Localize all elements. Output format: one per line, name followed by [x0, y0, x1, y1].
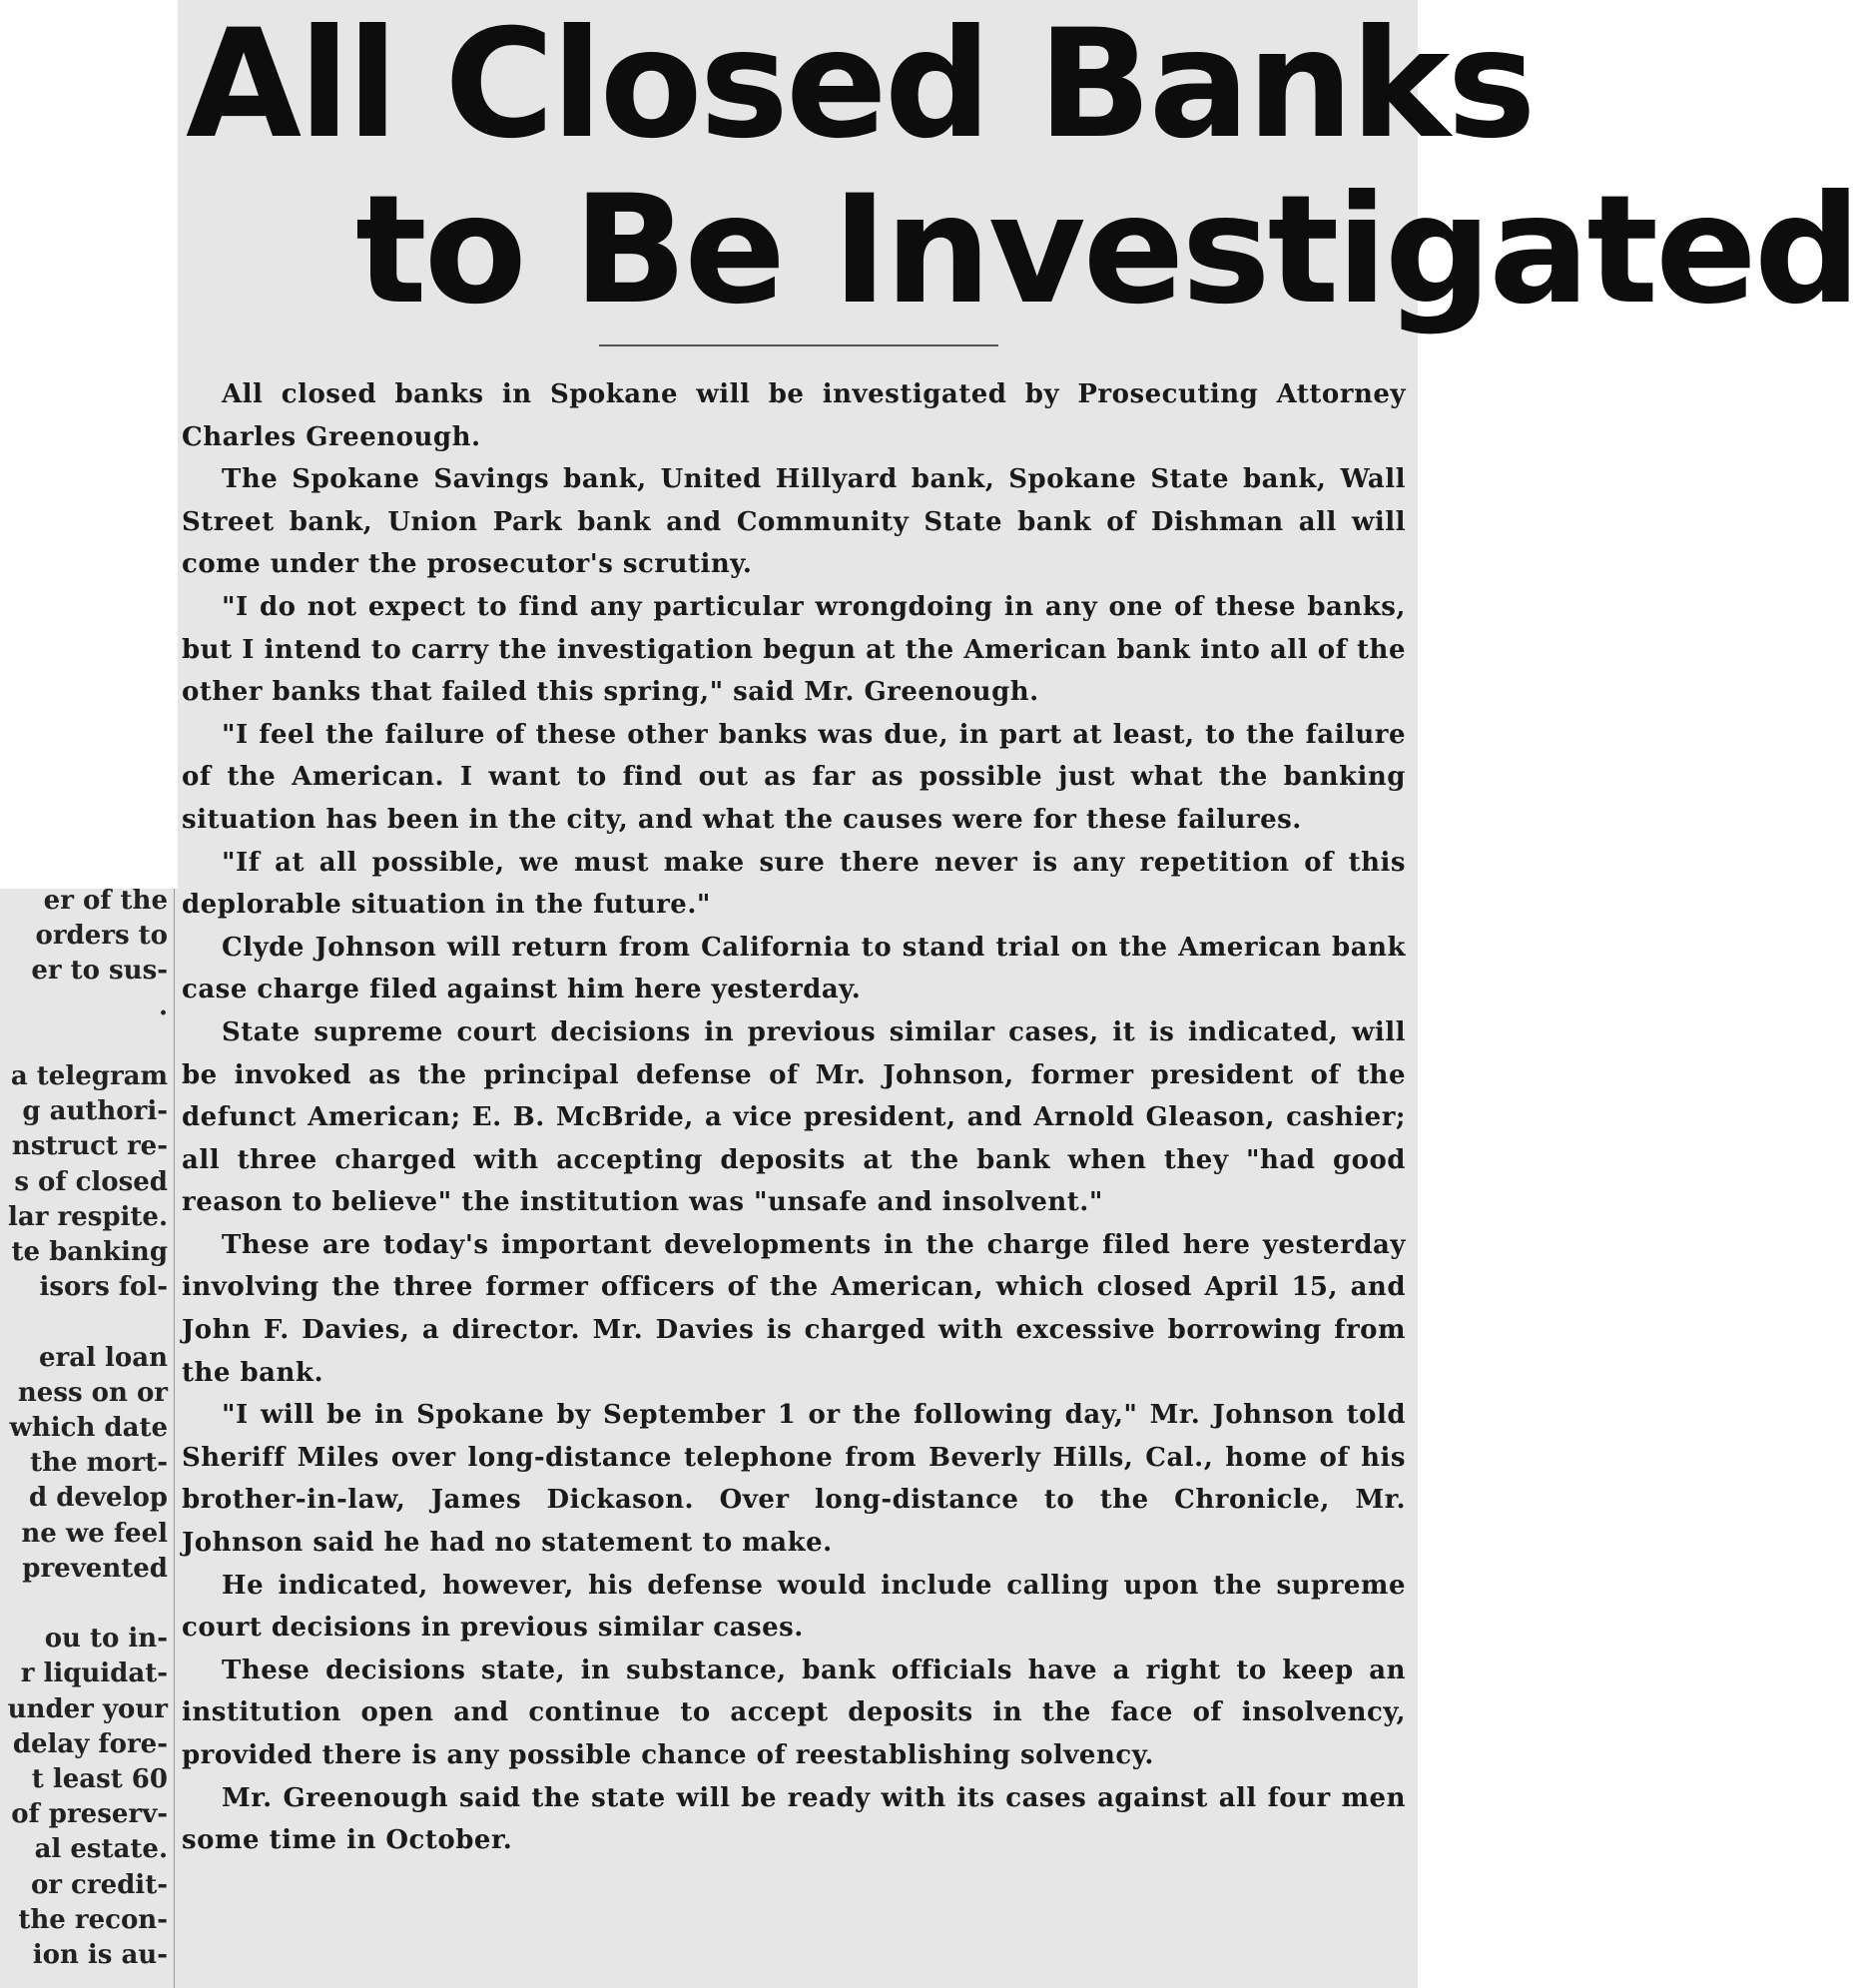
- column-line: al estate.: [34, 1834, 168, 1865]
- column-line: prevented: [22, 1553, 168, 1584]
- adjacent-column-fragment: [0, 884, 168, 1973]
- column-line: or credit-: [30, 1869, 168, 1900]
- column-line: a telegram: [10, 1061, 168, 1092]
- column-line: ness on or: [17, 1377, 168, 1408]
- column-line: ion is au-: [32, 1940, 168, 1971]
- column-line: [0, 1305, 168, 1340]
- column-line: the recon-: [18, 1904, 168, 1935]
- article-paragraph: The Spokane Savings bank, United Hillyard bank, Spokane State bank, Wall Street bank, Union Park bank and Community State bank of Dishman all will come under the prosecutor's scrutiny.: [182, 464, 1406, 580]
- column-line: [0, 1024, 168, 1059]
- column-line: ou to in-: [44, 1624, 168, 1655]
- article-paragraph: All closed banks in Spokane will be investigated by Prosecuting Attorney Charles Greenough.: [182, 379, 1406, 452]
- article-paragraph: Mr. Greenough said the state will be ready with its cases against all four men some time in October.: [182, 1782, 1406, 1856]
- column-line: orders to: [35, 921, 168, 952]
- article-body: [182, 373, 1406, 1862]
- blank-margin: [0, 0, 178, 889]
- column-line: ne we feel: [21, 1518, 168, 1549]
- column-line: lar respite.: [7, 1201, 168, 1232]
- column-line: of preserv-: [11, 1799, 168, 1830]
- column-line: [0, 1587, 168, 1622]
- headline-line-2: to Be Investigated: [355, 164, 1858, 337]
- column-line: which date: [9, 1413, 168, 1444]
- column-line: the mort-: [30, 1448, 168, 1479]
- column-divider: [174, 889, 175, 1988]
- article-paragraph: "I will be in Spokane by September 1 or the following day," Mr. Johnson told Sheriff Miles over long-distance telephone from Beverly Hills, Cal., home of his brother-in-law, James Dickason. Over long-distance to the Chronicle, Mr. Johnson said he had no statement to make.: [182, 1400, 1406, 1559]
- article-paragraph: "I feel the failure of these other banks was due, in part at least, to the failure of the American. I want to find out as far as possible just what the banking situation has been in the city, and what the causes were for these failures.: [182, 719, 1406, 835]
- column-line: isors fol-: [39, 1272, 168, 1303]
- column-line: t least 60: [31, 1764, 168, 1795]
- headline-divider-rule: [599, 344, 998, 346]
- headline: [178, 0, 1858, 337]
- column-line: r liquidat-: [20, 1658, 168, 1689]
- column-line: nstruct re-: [11, 1131, 168, 1162]
- article-paragraph: These are today's important developments in the charge filed here yesterday involving the three former officers of the American, which closed April 15, and John F. Davies, a director. Mr. Davies is charged with excessive borrowing from the bank.: [182, 1229, 1406, 1388]
- column-line: .: [158, 991, 168, 1021]
- article-paragraph: Clyde Johnson will return from California to stand trial on the American bank case charge filed against him here yesterday.: [182, 932, 1406, 1005]
- column-line: te banking: [11, 1237, 168, 1268]
- article-paragraph: "I do not expect to find any particular wrongdoing in any one of these banks, but I intend to carry the investigation begun at the American bank into all of the other banks that failed this spring," said Mr. Greenough.: [182, 591, 1406, 708]
- article-paragraph: "If at all possible, we must make sure there never is any repetition of this deplorable situation in the future.": [182, 847, 1406, 921]
- column-line: eral loan: [39, 1342, 168, 1373]
- headline-line-1: All Closed Banks: [186, 0, 1534, 172]
- column-line: er of the: [43, 886, 168, 916]
- column-line: d develop: [28, 1483, 168, 1514]
- column-line: under your: [7, 1693, 168, 1724]
- column-line: delay fore-: [12, 1728, 168, 1759]
- article-paragraph: These decisions state, in substance, bank officials have a right to keep an institution open and continue to accept deposits in the face of insolvency, provided there is any possible chance of reestablishing solvency.: [182, 1655, 1406, 1770]
- column-line: g authori-: [22, 1096, 168, 1127]
- article-paragraph: He indicated, however, his defense would include calling upon the supreme court decisions in previous similar cases.: [182, 1570, 1406, 1644]
- column-line: er to sus-: [31, 956, 168, 987]
- article-paragraph: State supreme court decisions in previous similar cases, it is indicated, will be invoked as the principal defense of Mr. Johnson, former president of the defunct American; E. B. McBride, a vice president, and Arnold Gleason, cashier; all three charged with accepting deposits at the bank when they "had good reason to believe" the institution was "unsafe and insolvent.": [182, 1016, 1406, 1218]
- column-line: s of closed: [14, 1166, 168, 1197]
